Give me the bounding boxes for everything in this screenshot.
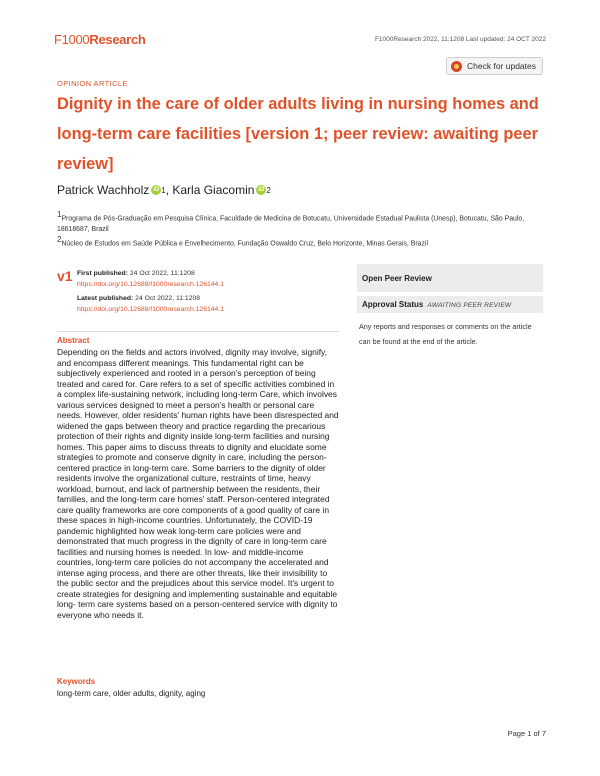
author-list — [57, 183, 271, 197]
check-for-updates-label: Check for updates — [467, 61, 536, 71]
first-published: First published: 24 Oct 2022, 11:1208 https://doi.org/10.12688/f1000research.126144.1 — [77, 270, 224, 288]
open-peer-review-title: Open Peer Review — [362, 274, 432, 283]
page-number: Page 1 of 7 — [507, 729, 546, 738]
latest-doi-link[interactable]: https://doi.org/10.12688/f1000research.126144.1 — [77, 306, 224, 313]
author-affil-sup: 1 — [161, 185, 166, 195]
latest-published: Latest published: 24 Oct 2022, 11:1208 https://doi.org/10.12688/f1000research.126144.1 — [77, 295, 224, 313]
approval-status: Approval Status AWAITING PEER REVIEW — [362, 300, 512, 309]
keywords-heading: Keywords — [57, 677, 96, 686]
crossmark-icon — [451, 61, 462, 72]
version-badge: v1 — [57, 268, 73, 284]
first-doi-link[interactable]: https://doi.org/10.12688/f1000research.126144.1 — [77, 281, 224, 288]
article-meta: F1000Research 2022, 11:1208 Last updated: 24 OCT 2022 — [374, 36, 546, 43]
article-title: Dignity in the care of older adults living in nursing homes and long-term care facilities [version 1; peer review: awaiting peer review] — [57, 95, 539, 173]
keywords-text: long-term care, older adults, dignity, aging — [57, 689, 206, 698]
author-name[interactable]: Karla Giacomin — [172, 183, 255, 197]
author-separator: , — [165, 183, 173, 197]
orcid-icon[interactable]: iD — [258, 187, 265, 193]
article-type: OPINION ARTICLE — [57, 79, 128, 88]
orcid-icon[interactable]: iD — [153, 187, 160, 193]
review-note: Any reports and responses or comments on the article can be found at the end of the article. — [359, 322, 532, 346]
author-name[interactable]: Patrick Wachholz — [57, 183, 150, 197]
check-for-updates-button[interactable] — [446, 57, 543, 75]
abstract-text: Depending on the fields and actors involved, dignity may involve, signify, and encompass different meanings. This fundamental right can be subjectively experienced and rooted in a person's perception of being treated and cared for. Care refers to a set of specific activities combined in a complex life-sustaining network, including long-term Care, which involves various services designed to meet a person's health or personal care needs. However, older residents' human rights have been disrespected and widened the gaps between theory and practice regarding the precarious protection of their rights and dignity inside long-term facilities and nursing homes. This paper aims to discuss threats to dignity and elucidate some strategies to promote and conserve dignity in care, including the person-centered practice in long-term care. Some barriers to the dignity of older residents involve the organizational culture, restraints of time, heavy workload, burnout, and lack of partnership between the residents, their families, and the long-term care homes' staff. Person-centered integrated care quality frameworks are core components of a good quality of care in these spaces in high-income countries. Unfortunately, the COVID-19 pandemic highlighted how weak long-term care policies were and demonstrated that much progress in the dignity of care in long-term care facilities and nursing homes is needed. In low- and middle-income countries, long-term care policies do not accompany the accelerated and intense aging process, and there are other threats, like their invisibility to the public sector and the prejudices about this service model. It's urgent to create strategies for designing and implementing sustainable and equitable long- term care systems based on a person-centered service with dignity to everyone who needs it. — [57, 347, 339, 620]
affiliation: 2Núcleo de Estudos em Saúde Pública e Envelhecimento, Fundação Oswaldo Cruz, Belo Horizonte, Minas Gerais, Brazil — [57, 235, 428, 248]
divider — [57, 331, 339, 332]
author-affil-sup: 2 — [266, 185, 271, 195]
affiliation: 1Programa de Pós-Graduação em Pesquisa Clínica, Faculdade de Medicina de Botucatu, Universidade Estadual Paulista (Unesp), Botucatu, São Paulo, 18618687, Brazil — [57, 210, 525, 234]
approval-status-value: AWAITING PEER REVIEW — [427, 302, 512, 309]
journal-logo: F1000Research — [54, 32, 146, 47]
abstract-heading: Abstract — [57, 336, 90, 345]
